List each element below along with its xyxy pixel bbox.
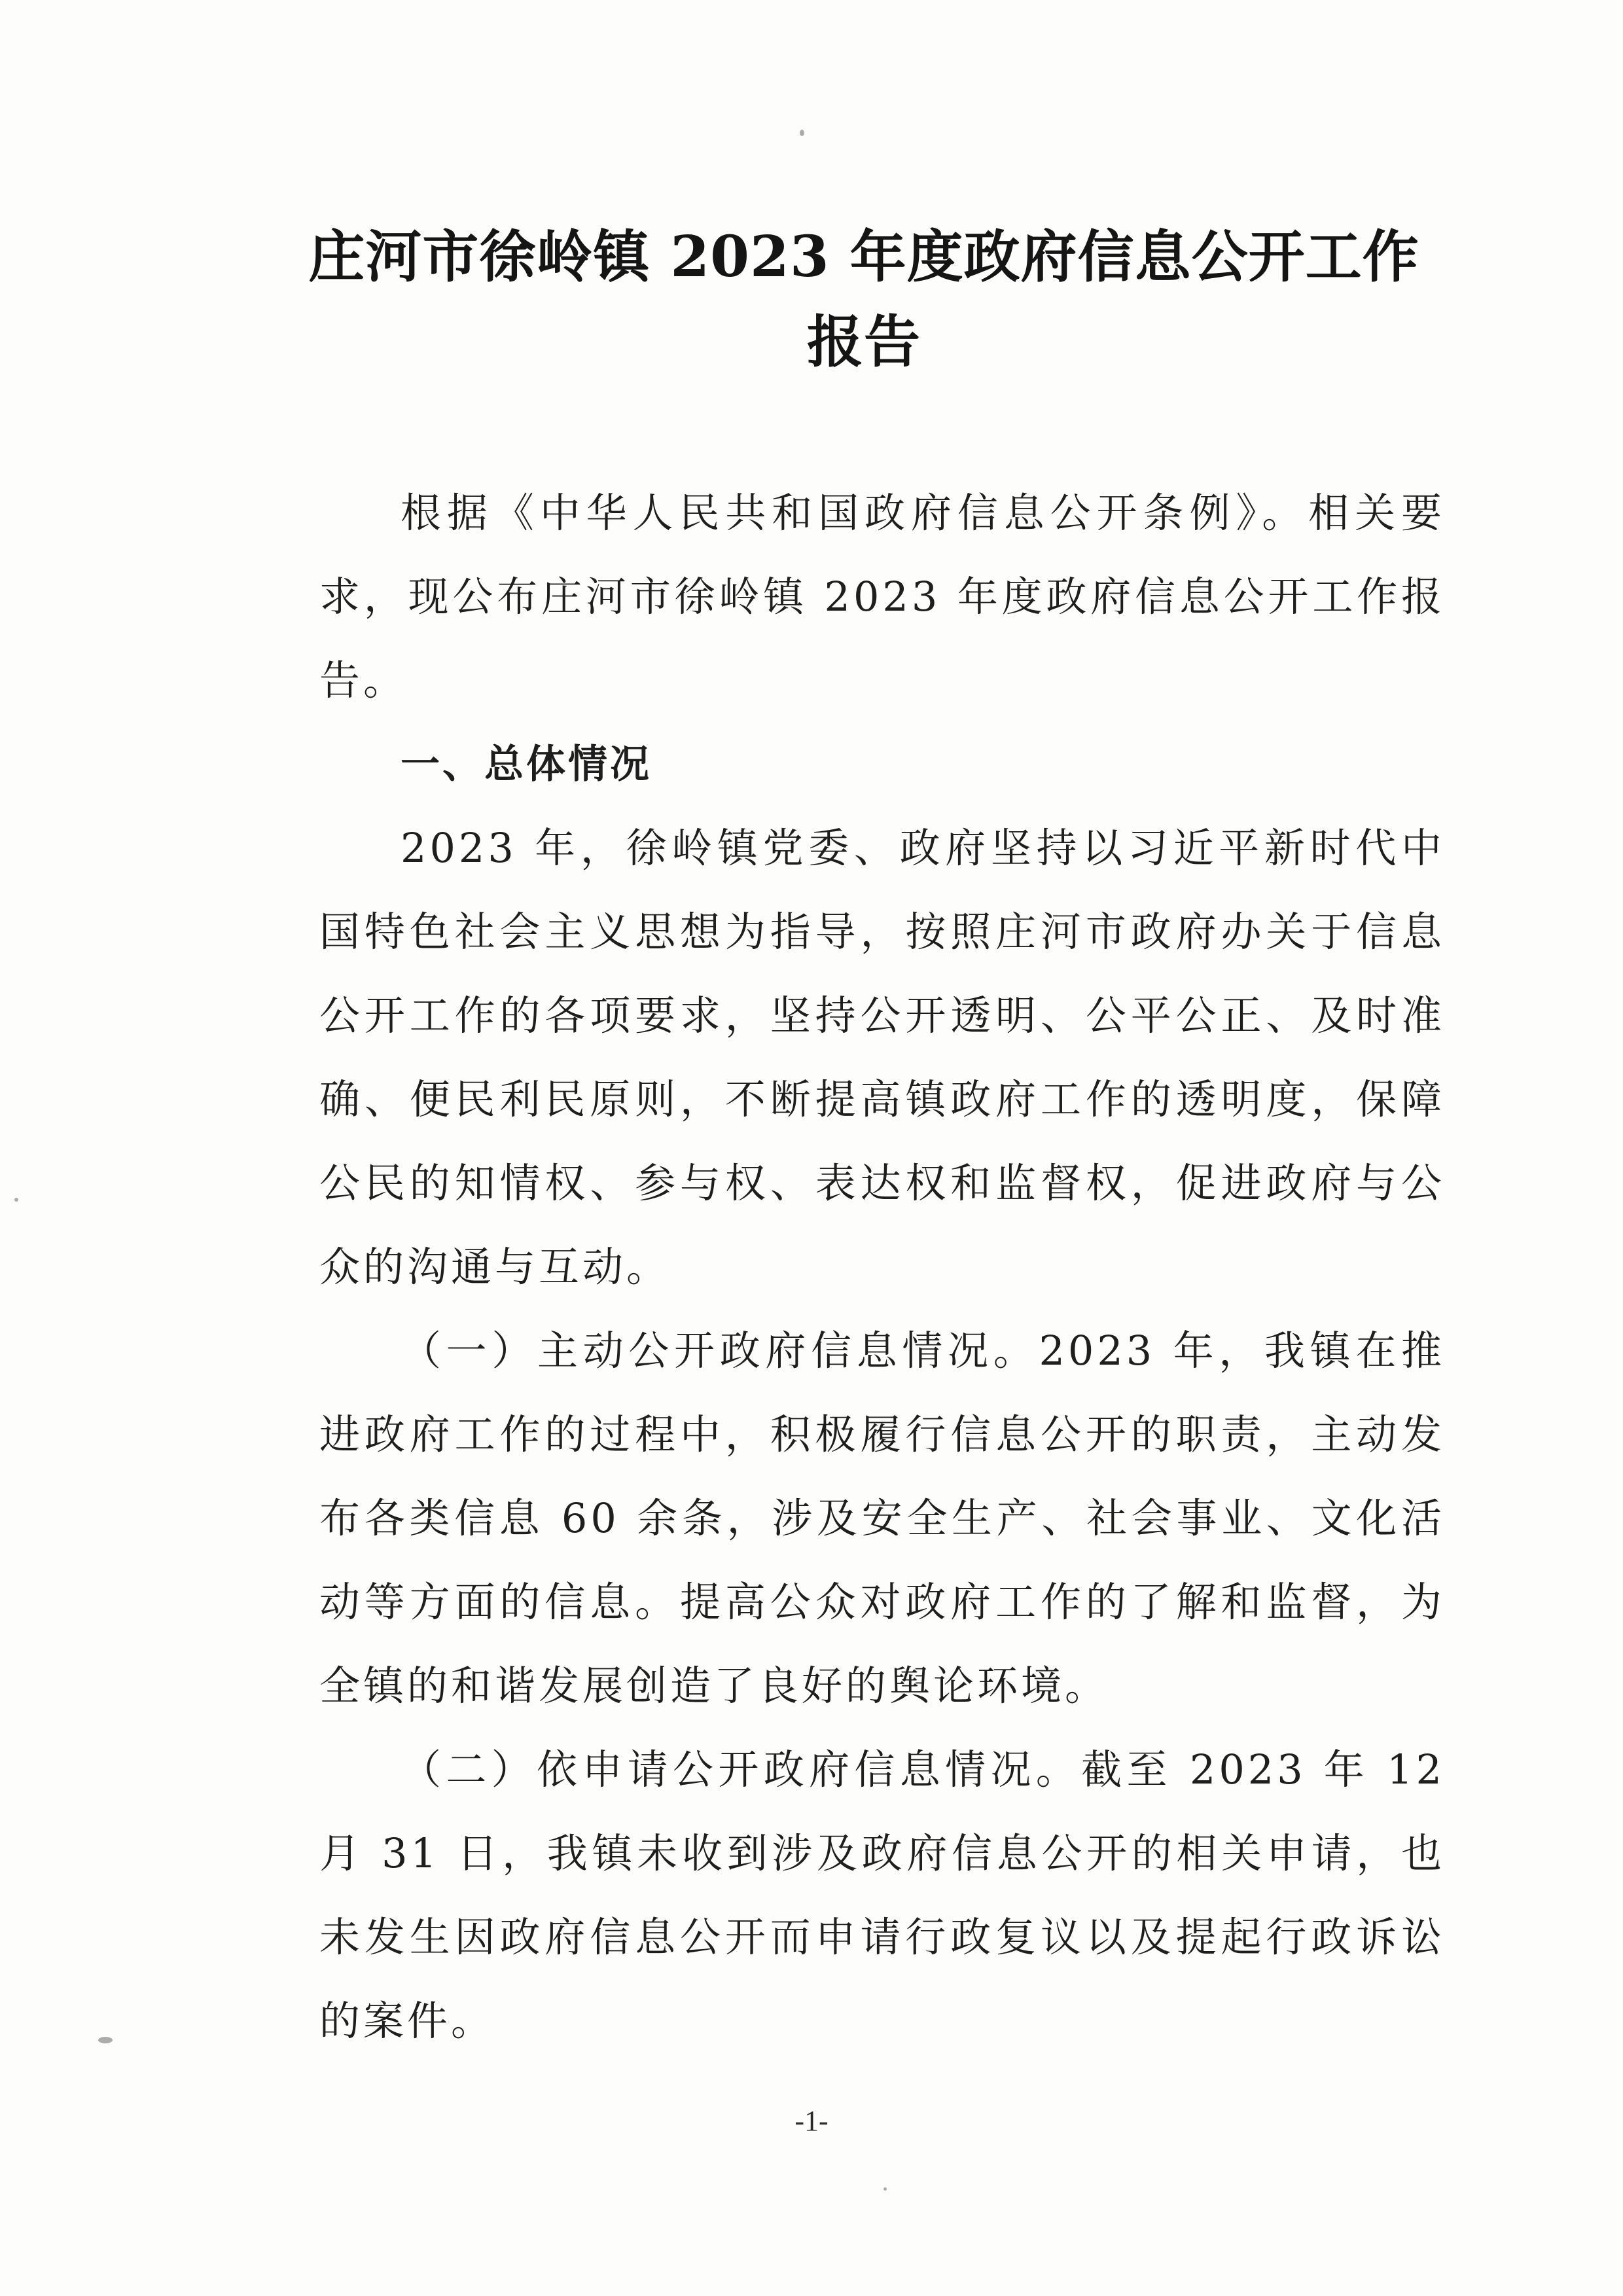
scan-speck [98,2037,113,2043]
scan-speck [14,1198,18,1202]
scan-speck [800,130,804,136]
page-number: -1- [794,2105,829,2137]
scan-speck [883,2187,887,2191]
on-request-disclosure-paragraph: （二）依申请公开政府信息情况。截至 2023 年 12 月 31 日，我镇未收到涉及政府信息公开的相关申请，也未发生因政府信息公开而申请行政复议以及提起行政诉讼的案件。 [319,1746,1445,2045]
overall-paragraph: 2023 年，徐岭镇党委、政府坚持以习近平新时代中国特色社会主义思想为指导，按照庄河市政府办关于信息公开工作的各项要求，坚持公开透明、公平公正、及时准确、便民利民原则，不断提高镇政府工作的透明度，保障公民的知情权、参与权、表达权和监督权，促进政府与公众的沟通与互动。 [319,824,1445,1291]
document-title-line-1: 庄河市徐岭镇 2023 年度政府信息公开工作 [308,224,1419,290]
intro-paragraph: 根据《中华人民共和国政府信息公开条例》。相关要求，现公布庄河市徐岭镇 2023 年度政府信息公开工作报告。 [319,489,1445,704]
section-heading-overall: 一、总体情况 [401,742,652,787]
proactive-disclosure-paragraph: （一）主动公开政府信息情况。2023 年，我镇在推进政府工作的过程中，积极履行信息公开的职责，主动发布各类信息 60 余条，涉及安全生产、社会事业、文化活动等方面的信息。提高公众对政府工作的了解和监督，为全镇的和谐发展创造了良好的舆论环境。 [319,1327,1445,1710]
document-body [319,471,1445,2063]
document-title-line-2: 报告 [807,309,921,375]
